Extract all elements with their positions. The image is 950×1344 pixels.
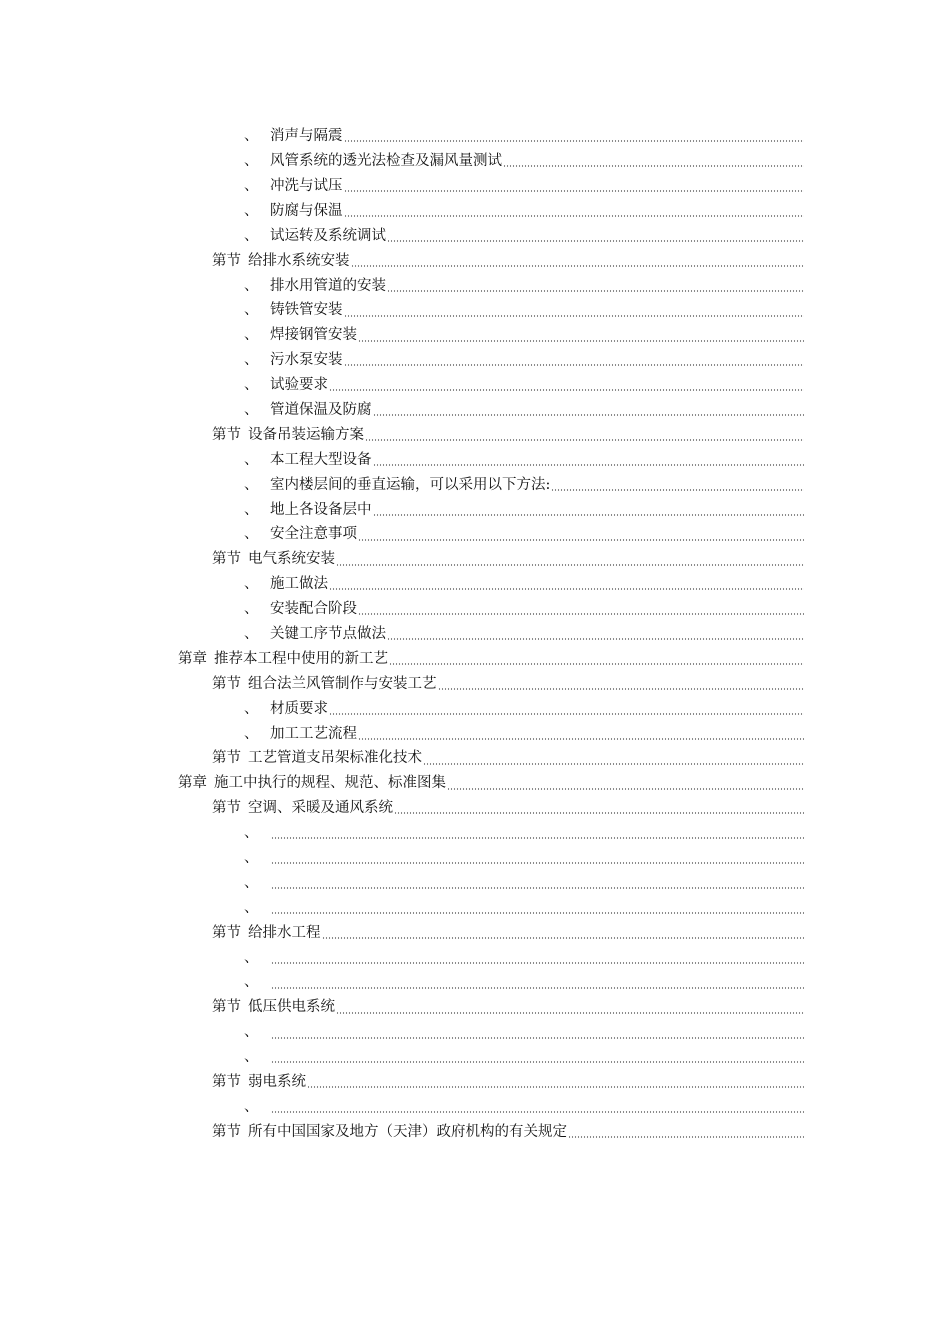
toc-entry-item bbox=[0, 522, 950, 547]
toc-entry-prefix: 第节 bbox=[212, 551, 241, 568]
toc-entry-section bbox=[0, 1120, 950, 1145]
toc-entry-prefix: 、 bbox=[244, 874, 259, 891]
toc-entry-item bbox=[0, 945, 950, 970]
toc-entry-prefix: 、 bbox=[244, 1024, 259, 1041]
dot-leader bbox=[447, 788, 804, 790]
dot-leader bbox=[373, 414, 805, 416]
toc-entry-prefix: 、 bbox=[244, 576, 259, 593]
toc-entry-item bbox=[0, 1020, 950, 1045]
toc-entry-prefix: 、 bbox=[244, 227, 259, 244]
table-of-contents bbox=[0, 124, 950, 1145]
toc-entry-prefix: 第节 bbox=[212, 800, 241, 817]
toc-entry-prefix: 第章 bbox=[178, 775, 207, 792]
toc-entry-item bbox=[0, 273, 950, 298]
toc-entry-prefix: 、 bbox=[244, 302, 259, 319]
toc-entry-item bbox=[0, 298, 950, 323]
toc-entry-label: 推荐本工程中使用的新工艺 bbox=[214, 650, 388, 667]
dot-leader bbox=[387, 240, 804, 242]
toc-entry-label: 排水用管道的安装 bbox=[270, 277, 386, 294]
toc-entry-label: 本工程大型设备 bbox=[270, 451, 372, 468]
toc-entry-label: 消声与隔震 bbox=[270, 128, 343, 145]
toc-entry-item bbox=[0, 597, 950, 622]
toc-entry-label: 工艺管道支吊架标准化技术 bbox=[248, 750, 422, 767]
dot-leader bbox=[568, 1136, 804, 1138]
dot-leader bbox=[387, 638, 804, 640]
toc-entry-label: 铸铁管安装 bbox=[270, 302, 343, 319]
toc-entry-label: 电气系统安装 bbox=[248, 551, 335, 568]
toc-entry-section bbox=[0, 423, 950, 448]
toc-entry-item bbox=[0, 472, 950, 497]
toc-entry-prefix: 第节 bbox=[212, 1123, 241, 1140]
toc-entry-prefix: 、 bbox=[244, 1049, 259, 1066]
dot-leader bbox=[271, 912, 804, 914]
toc-entry-item bbox=[0, 896, 950, 921]
dot-leader bbox=[373, 464, 805, 466]
toc-entry-item bbox=[0, 149, 950, 174]
toc-entry-prefix: 第节 bbox=[212, 750, 241, 767]
toc-entry-label: 材质要求 bbox=[270, 700, 328, 717]
toc-entry-label: 风管系统的透光法检查及漏风量测试 bbox=[270, 153, 502, 170]
toc-entry-label: 施工做法 bbox=[270, 576, 328, 593]
toc-entry-label: 关键工序节点做法 bbox=[270, 626, 386, 642]
dot-leader bbox=[358, 539, 804, 541]
toc-entry-chapter bbox=[0, 771, 950, 796]
toc-entry-chapter bbox=[0, 647, 950, 672]
dot-leader bbox=[351, 265, 805, 267]
toc-entry-prefix: 、 bbox=[244, 377, 259, 394]
toc-entry-item bbox=[0, 323, 950, 348]
toc-entry-label: 设备吊装运输方案 bbox=[248, 426, 364, 443]
toc-entry-prefix: 、 bbox=[244, 626, 259, 642]
dot-leader bbox=[336, 564, 804, 566]
dot-leader bbox=[271, 1037, 804, 1039]
toc-entry-label: 空调、采暖及通风系统 bbox=[248, 800, 393, 817]
toc-entry-label: 所有中国国家及地方（天津）政府机构的有关规定 bbox=[248, 1123, 567, 1140]
dot-leader bbox=[271, 987, 804, 989]
dot-leader bbox=[358, 340, 804, 342]
toc-entry-label: 防腐与保温 bbox=[270, 202, 343, 219]
toc-entry-prefix: 、 bbox=[244, 700, 259, 717]
toc-entry-item bbox=[0, 398, 950, 423]
toc-entry-prefix: 、 bbox=[244, 352, 259, 369]
toc-entry-prefix: 第节 bbox=[212, 675, 241, 692]
dot-leader bbox=[271, 887, 804, 889]
toc-entry-section bbox=[0, 746, 950, 771]
toc-entry-label: 组合法兰风管制作与安装工艺 bbox=[248, 675, 437, 692]
dot-leader bbox=[329, 713, 804, 715]
toc-entry-prefix: 、 bbox=[244, 526, 259, 543]
dot-leader bbox=[336, 1012, 804, 1014]
toc-entry-label: 污水泵安装 bbox=[270, 352, 343, 369]
dot-leader bbox=[358, 613, 804, 615]
toc-entry-prefix: 、 bbox=[244, 153, 259, 170]
dot-leader bbox=[344, 364, 805, 366]
toc-entry-section bbox=[0, 796, 950, 821]
toc-entry-prefix: 、 bbox=[244, 401, 259, 418]
toc-entry-item bbox=[0, 348, 950, 373]
toc-entry-prefix: 、 bbox=[244, 501, 259, 518]
toc-entry-section bbox=[0, 921, 950, 946]
toc-entry-label: 低压供电系统 bbox=[248, 999, 335, 1016]
toc-entry-section bbox=[0, 547, 950, 572]
dot-leader bbox=[271, 1061, 804, 1063]
toc-entry-label: 焊接钢管安装 bbox=[270, 327, 357, 344]
dot-leader bbox=[329, 389, 804, 391]
toc-entry-section bbox=[0, 248, 950, 273]
dot-leader bbox=[344, 215, 805, 217]
toc-entry-section bbox=[0, 672, 950, 697]
toc-entry-label: 安全注意事项 bbox=[270, 526, 357, 543]
toc-entry-prefix: 、 bbox=[244, 277, 259, 294]
toc-entry-item bbox=[0, 871, 950, 896]
toc-entry-prefix: 第节 bbox=[212, 999, 241, 1016]
toc-entry-prefix: 、 bbox=[244, 601, 259, 618]
toc-entry-item bbox=[0, 174, 950, 199]
toc-entry-item bbox=[0, 124, 950, 149]
toc-entry-label: 弱电系统 bbox=[248, 1074, 306, 1091]
dot-leader bbox=[307, 1086, 804, 1088]
toc-entry-prefix: 、 bbox=[244, 177, 259, 194]
toc-entry-prefix: 第节 bbox=[212, 924, 241, 941]
toc-entry-prefix: 第节 bbox=[212, 426, 241, 443]
toc-entry-label: 加工工艺流程 bbox=[270, 725, 357, 742]
dot-leader bbox=[387, 290, 804, 292]
toc-entry-item bbox=[0, 622, 950, 647]
toc-entry-label: 地上各设备层中 bbox=[270, 501, 372, 518]
toc-entry-item bbox=[0, 696, 950, 721]
toc-entry-item bbox=[0, 1045, 950, 1070]
dot-leader bbox=[271, 962, 804, 964]
toc-entry-prefix: 、 bbox=[244, 128, 259, 145]
toc-entry-item bbox=[0, 721, 950, 746]
toc-entry-item bbox=[0, 1095, 950, 1120]
dot-leader bbox=[271, 1111, 804, 1113]
dot-leader bbox=[271, 837, 804, 839]
toc-entry-label: 试运转及系统调试 bbox=[270, 227, 386, 244]
toc-entry-item bbox=[0, 373, 950, 398]
toc-entry-label: 施工中执行的规程、规范、标准图集 bbox=[214, 775, 446, 792]
toc-entry-label: 给排水系统安装 bbox=[248, 252, 350, 269]
toc-entry-label: 冲洗与试压 bbox=[270, 177, 343, 194]
toc-entry-prefix: 、 bbox=[244, 725, 259, 742]
toc-entry-prefix: 、 bbox=[244, 1098, 259, 1115]
toc-entry-label: 给排水工程 bbox=[248, 924, 321, 941]
dot-leader bbox=[358, 738, 804, 740]
toc-entry-prefix: 、 bbox=[244, 899, 259, 916]
dot-leader bbox=[551, 489, 804, 491]
dot-leader bbox=[394, 812, 804, 814]
toc-entry-label: 室内楼层间的垂直运输，可以采用以下方法: bbox=[270, 476, 551, 493]
dot-leader bbox=[365, 439, 804, 441]
dot-leader bbox=[389, 663, 804, 665]
toc-entry-item bbox=[0, 572, 950, 597]
toc-entry-item bbox=[0, 821, 950, 846]
toc-entry-prefix: 、 bbox=[244, 451, 259, 468]
toc-entry-label: 安装配合阶段 bbox=[270, 601, 357, 618]
dot-leader bbox=[373, 514, 805, 516]
toc-entry-item bbox=[0, 970, 950, 995]
toc-entry-prefix: 、 bbox=[244, 949, 259, 966]
toc-entry-section bbox=[0, 1070, 950, 1095]
toc-entry-prefix: 、 bbox=[244, 825, 259, 842]
toc-entry-prefix: 第章 bbox=[178, 650, 207, 667]
toc-entry-item bbox=[0, 846, 950, 871]
dot-leader bbox=[271, 862, 804, 864]
dot-leader bbox=[344, 140, 805, 142]
dot-leader bbox=[344, 315, 805, 317]
dot-leader bbox=[423, 763, 804, 765]
dot-leader bbox=[344, 190, 805, 192]
dot-leader bbox=[503, 165, 804, 167]
dot-leader bbox=[329, 588, 804, 590]
toc-entry-item bbox=[0, 199, 950, 224]
toc-entry-section bbox=[0, 995, 950, 1020]
toc-entry-prefix: 第节 bbox=[212, 252, 241, 269]
toc-entry-item bbox=[0, 448, 950, 473]
toc-entry-prefix: 、 bbox=[244, 476, 259, 493]
toc-entry-label: 管道保温及防腐 bbox=[270, 401, 372, 418]
toc-entry-item bbox=[0, 497, 950, 522]
toc-entry-prefix: 、 bbox=[244, 850, 259, 867]
dot-leader bbox=[438, 688, 805, 690]
toc-entry-prefix: 、 bbox=[244, 327, 259, 344]
toc-entry-label: 试验要求 bbox=[270, 377, 328, 394]
toc-entry-prefix: 、 bbox=[244, 202, 259, 219]
toc-entry-item bbox=[0, 224, 950, 249]
toc-entry-prefix: 、 bbox=[244, 974, 259, 991]
dot-leader bbox=[322, 937, 805, 939]
toc-entry-prefix: 第节 bbox=[212, 1074, 241, 1091]
